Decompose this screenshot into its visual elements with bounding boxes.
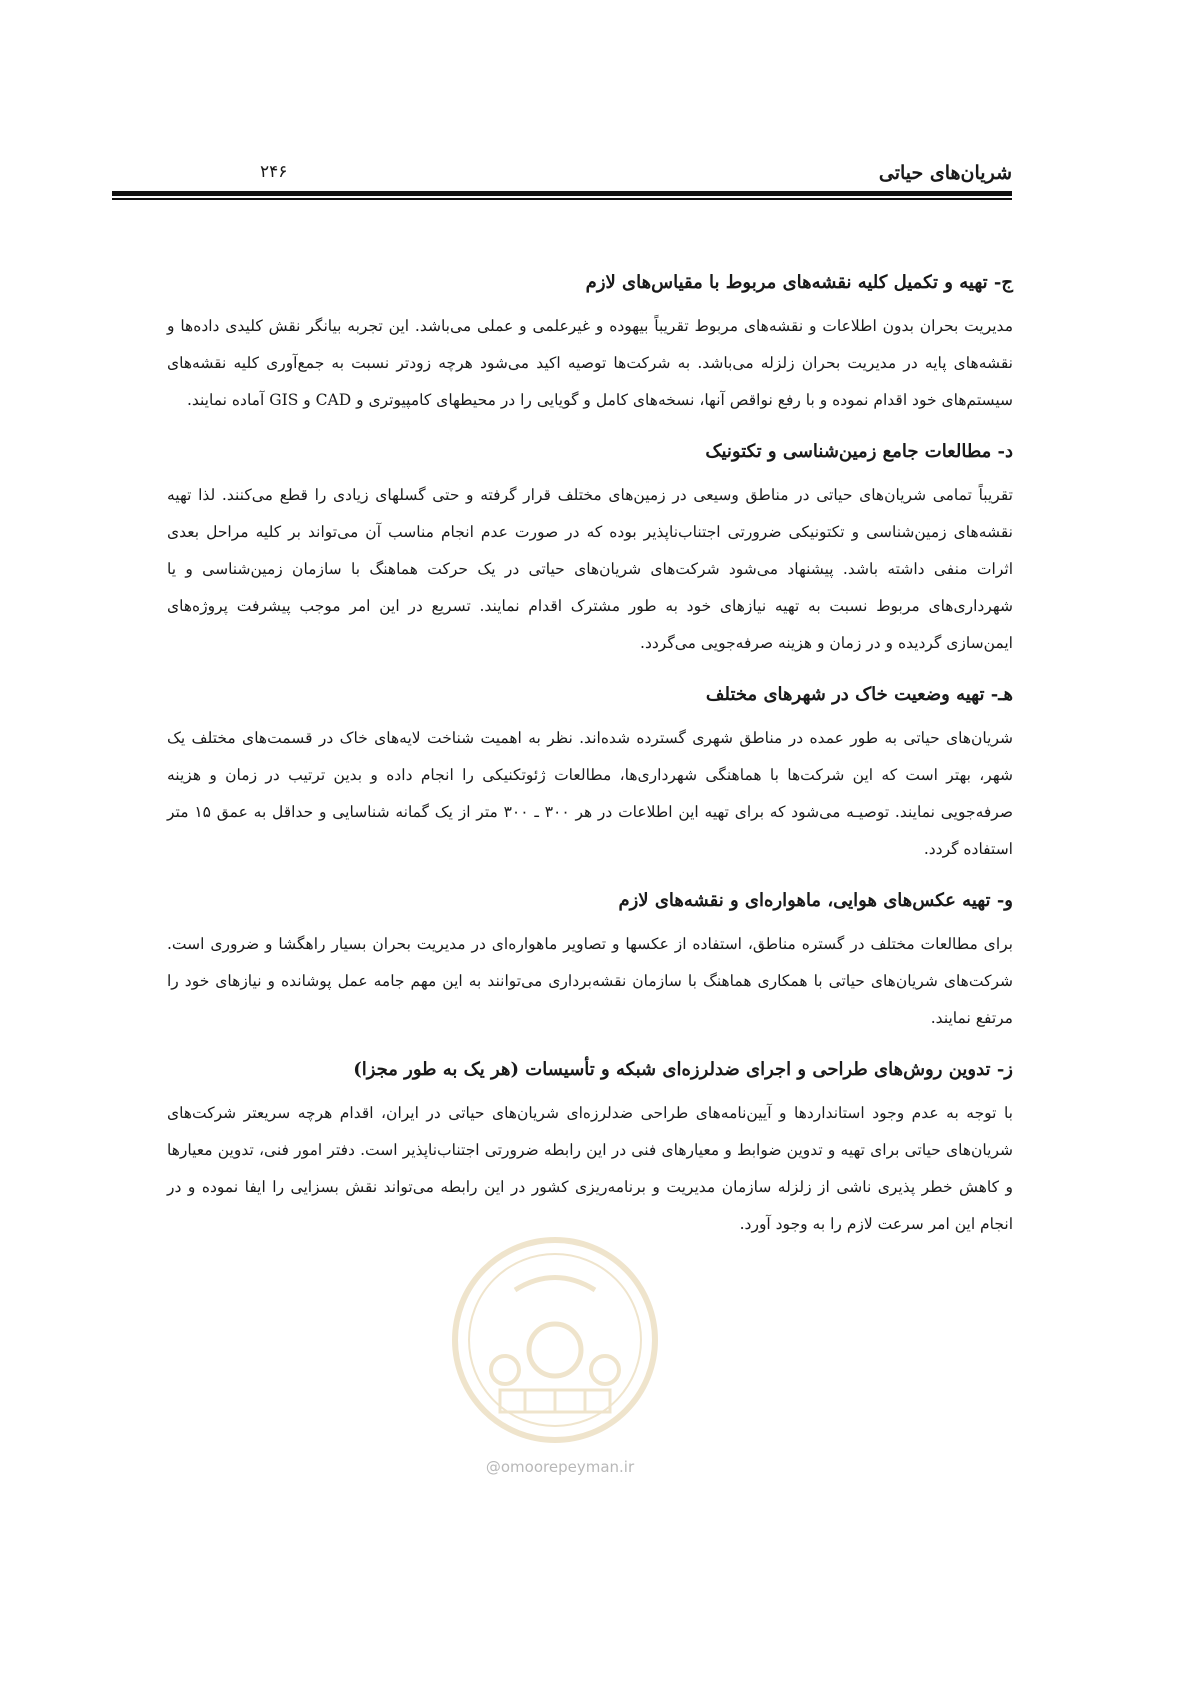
header-rule-thick [112,191,1012,196]
section-heading: ج- تهیه و تکمیل کلیه نقشه‌های مربوط با مقیاس‌های لازم [585,272,1013,293]
section-geology [167,437,1013,662]
watermark-seal-icon [445,1230,665,1450]
header-rule-thin [112,198,1012,200]
page-header [112,150,1012,200]
section-paragraph: مدیریت بحران بدون اطلاعات و نقشه‌های مربوط تقریباً بیهوده و غیرعلمی و عملی می‌باشد. این تجربه بیانگر نقش کلیدی داده‌ها و نقشه‌های پایه در مدیریت بحران زلزله می‌باشد. به شرکت‌ها توصیه اکید می‌شود هرچه زودتر نسبت به جمع‌آوری کلیه نقشه‌های سیستم‌های خود اقدام نموده و با رفع نواقص آنها، نسخه‌های کامل و گویایی را در محیطهای کامپیوتری و CAD و GIS آماده نمایند. [167,317,1013,409]
watermark-url: @omoorepeyman.ir [485,1458,635,1476]
section-paragraph: تقریباً تمامی شریان‌های حیاتی در مناطق وسیعی در زمین‌های مختلف قرار گرفته و حتی گسلهای زیادی را قطع می‌کنند. لذا تهیه نقشه‌های زمین‌شناسی و تکتونیکی ضرورتی اجتناب‌ناپذیر بوده که در صورت عدم انجام مناسب آن می‌تواند بر کلیه مراحل بعدی اثرات منفی داشته باشد. پیشنهاد می‌شود شرکت‌های شریان‌های حیاتی در یک حرکت هماهنگ با سازمان زمین‌شناسی و یا شهرداری‌های مربوط نسبت به تهیه نیازهای خود به طور مشترک اقدام نمایند. تسریع در این امر موجب پیشرفت پروژه‌های ایمن‌سازی گردیده و در زمان و هزینه صرفه‌جویی می‌گردد. [167,486,1013,652]
section-maps [167,268,1013,419]
page-number: ۲۴۶ [260,162,288,182]
section-heading: هـ- تهیه وضعیت خاک در شهرهای مختلف [705,684,1013,705]
section-paragraph: برای مطالعات مختلف در گستره مناطق، استفاده از عکسها و تصاویر ماهواره‌ای در مدیریت بحران بسیار راهگشا و ضروری است. شرکت‌های شریان‌های حیاتی با همکاری هماهنگ با سازمان نقشه‌برداری می‌توانند به این مهم جامه عمل پوشانده و نیازهای خود را مرتفع نمایند. [167,935,1013,1027]
section-aerial-photos [167,886,1013,1037]
section-soil [167,680,1013,868]
running-title: شریان‌های حیاتی [878,162,1012,184]
section-paragraph: با توجه به عدم وجود استانداردها و آیین‌نامه‌های طراحی ضدلرزه‌ای شریان‌های حیاتی در ایران، اقدام هرچه سریعتر شرکت‌های شریان‌های حیاتی برای تهیه و تدوین ضوابط و معیارهای فنی در این رابطه ضرورتی اجتناب‌ناپذیر است. دفتر امور فنی، تدوین معیارها و کاهش خطر پذیری ناشی از زلزله سازمان مدیریت و برنامه‌ریزی کشور در این رابطه می‌تواند نقش بسزایی را ایفا نموده و در انجام این امر سرعت لازم را به وجود آورد. [167,1104,1013,1233]
section-heading: و- تهیه عکس‌های هوایی، ماهواره‌ای و نقشه‌های لازم [618,890,1013,911]
section-paragraph: شریان‌های حیاتی به طور عمده در مناطق شهری گسترده شده‌اند. نظر به اهمیت شناخت لایه‌های خاک در قسمت‌های مختلف یک شهر، بهتر است که این شرکت‌ها با هماهنگی شهرداری‌ها، مطالعات ژئوتکنیکی را انجام داده و بدین ترتیب در زمان و هزینه صرفه‌جویی نمایند. توصیـه می‌شود که برای تهیه این اطلاعات در هر ۳۰۰ ـ ۳۰۰ متر از یک گمانه شناسایی و حداقل به عمق ۱۵ متر استفاده گردد. [167,729,1013,858]
section-heading: ز- تدوین روش‌های طراحی و اجرای ضدلرزه‌ای شبکه و تأسیسات (هر یک به طور مجزا) [353,1059,1013,1080]
section-design-methods [167,1055,1013,1243]
section-heading: د- مطالعات جامع زمین‌شناسی و تکتونیک [705,441,1013,462]
page-content [167,268,1013,1261]
